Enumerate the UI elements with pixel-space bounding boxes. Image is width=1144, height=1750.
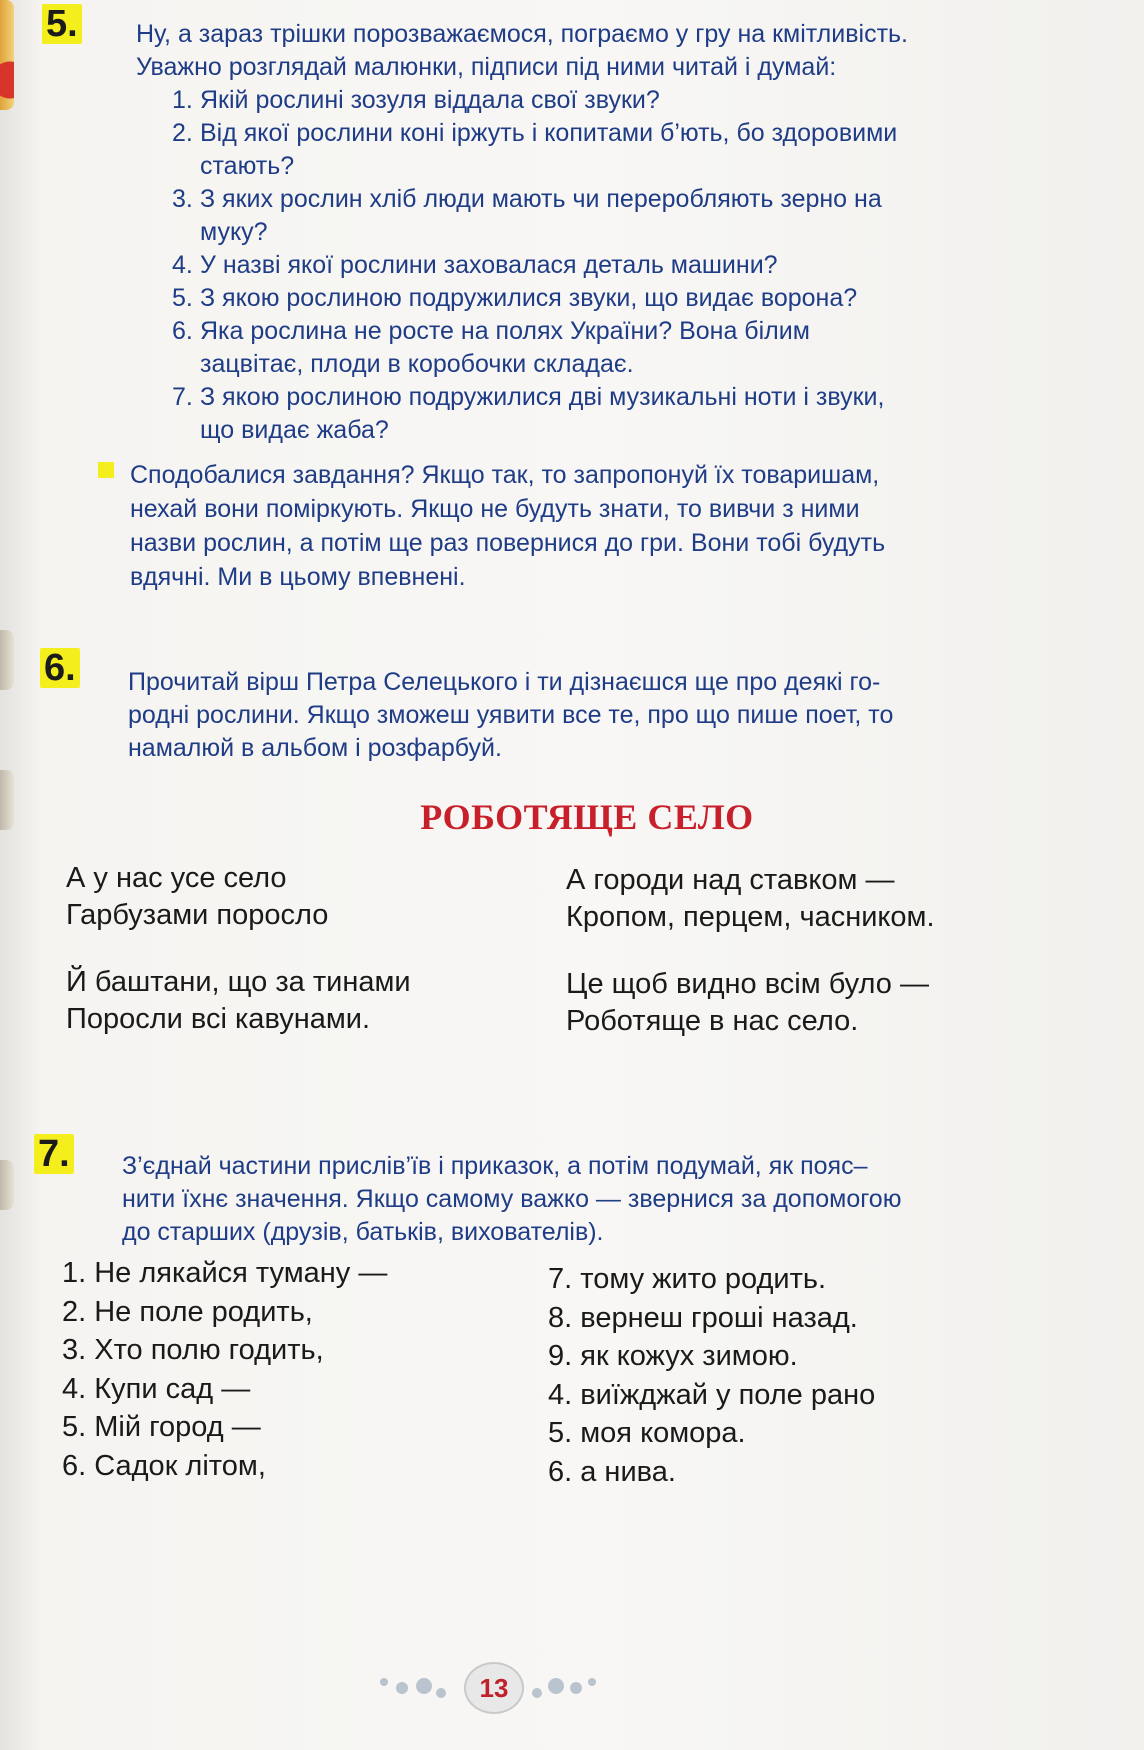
- task-number-5: 5.: [42, 4, 82, 44]
- poem-stanza: А у нас усе село Гарбузами поросло: [66, 862, 329, 931]
- page-number-ornament: [372, 1652, 612, 1722]
- intro-line: Ну, а зараз трішки порозважаємося, пограємо у гру на кмітливість.: [136, 20, 908, 48]
- bubble-icon: [570, 1682, 582, 1694]
- poem-title: РОБОТЯЩЕ СЕЛО: [420, 797, 754, 837]
- proverb-left-column: [62, 1254, 522, 1485]
- proverb-part: 7. тому жито родить.: [548, 1263, 827, 1295]
- bubble-icon: [380, 1678, 388, 1686]
- bubble-icon: [416, 1678, 432, 1694]
- proverb-part: 9. як кожух зимою.: [548, 1340, 798, 1372]
- question-item: 7. З якою рослиною подружилися дві музикальні ноти і звуки, що видає жаба?: [172, 383, 885, 444]
- pencil-decoration-icon: [0, 630, 14, 690]
- bubble-icon: [588, 1678, 596, 1686]
- proverb-part: 5. моя комора.: [548, 1417, 746, 1449]
- bubble-icon: [436, 1688, 446, 1698]
- proverb-part: 2. Не поле родить,: [62, 1295, 313, 1328]
- page-number: 13: [464, 1662, 524, 1714]
- proverb-right-column: [548, 1260, 1108, 1491]
- question-list: [172, 84, 1096, 447]
- task-number-6: 6.: [40, 648, 80, 688]
- proverb-part: 4. Купи сад —: [62, 1372, 251, 1405]
- bubble-icon: [548, 1678, 564, 1694]
- task-number-7: 7.: [34, 1134, 74, 1174]
- proverb-part: 1. Не лякайся туману —: [62, 1257, 388, 1289]
- poem-left-column: [66, 860, 546, 1068]
- bubble-icon: [532, 1688, 542, 1698]
- question-item: 2. Від якої рослини коні іржуть і копитами б’ють, бо здоровими стають?: [172, 119, 898, 180]
- bullet-square-icon: [98, 462, 114, 478]
- task-7-text: З’єднай частини прислів’їв і приказок, а потім подумай, як пояс– нити їхнє значення. Якщо самому важко — звернися за допомогою до старших (друзів, батьків, вихователів).: [122, 1152, 902, 1246]
- intro-line: Уважно розглядай малюнки, підписи під ними читай і думай:: [136, 53, 837, 81]
- book-decoration-icon-2: [0, 1160, 14, 1210]
- proverb-part: 3. Хто полю годить,: [62, 1334, 324, 1366]
- poem-stanza: Й баштани, що за тинами Поросли всі кавунами.: [66, 966, 411, 1035]
- question-item: 1. Якій рослині зозуля віддала свої звуки?: [172, 86, 660, 114]
- proverb-part: 6. а нива.: [548, 1455, 676, 1488]
- bubble-icon: [396, 1682, 408, 1694]
- task-5-text: [136, 18, 1096, 447]
- proverb-part: 6. Садок літом,: [62, 1449, 266, 1482]
- task-6-text: Прочитай вірш Петра Селецького і ти дізнаєшся ще про деякі го- родні рослини. Якщо зможеш уявити все те, про що пише поет, то намалюй в альбом і розфарбуй.: [128, 668, 894, 762]
- mascot-decoration-icon: [0, 0, 14, 110]
- poem-stanza: Це щоб видно всім було — Роботяще в нас село.: [566, 968, 929, 1037]
- proverb-part: 8. вернеш гроші назад.: [548, 1301, 858, 1334]
- question-item: 4. У назві якої рослини заховалася деталь машини?: [172, 251, 778, 279]
- question-item: 5. З якою рослиною подружилися звуки, що видає ворона?: [172, 284, 858, 312]
- question-item: 3. З яких рослин хліб люди мають чи переробляють зерно на муку?: [172, 185, 882, 246]
- proverb-part: 5. Мій город —: [62, 1411, 261, 1443]
- poem-right-column: [566, 862, 1106, 1070]
- proverb-part: 4. виїжджай у поле рано: [548, 1378, 876, 1411]
- question-item: 6. Яка рослина не росте на полях України? Вона білим зацвітає, плоди в коробочки складає.: [172, 317, 810, 378]
- poem-stanza: А городи над ставком — Кропом, перцем, часником.: [566, 864, 935, 933]
- task-5-note: Сподобалися завдання? Якщо так, то запропонуй їх товаришам, нехай вони поміркують. Якщо не будуть знати, то вивчи з ними назви рослин, а потім ще раз повернися до гри. Вони тобі будуть вдячні. Ми в цьому впевнені.: [130, 461, 886, 591]
